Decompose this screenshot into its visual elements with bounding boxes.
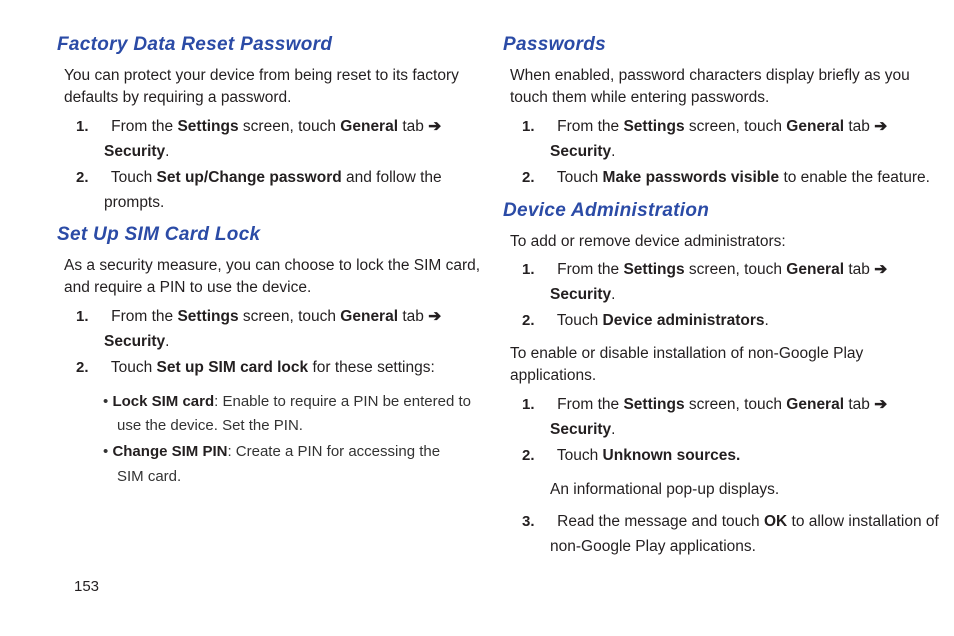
admin-intro: To add or remove device administrators:: [510, 233, 786, 250]
unknown-sources-term: Unknown sources.: [602, 447, 741, 464]
sim-step-2: [76, 356, 435, 380]
step-text: From the: [111, 308, 178, 325]
step-text: screen, touch: [684, 261, 787, 278]
step-number: 1.: [522, 396, 535, 413]
step-text: Touch: [110, 359, 157, 376]
section-title-sim-lock: Set Up SIM Card Lock: [57, 224, 261, 245]
sim-intro-line1: As a security measure, you can choose to lock the SIM card,: [64, 257, 481, 274]
factory-step-2: [76, 166, 442, 190]
step-text: From the: [557, 261, 624, 278]
general-term: General: [786, 118, 845, 135]
step-text: .: [165, 333, 170, 350]
admin-intro2-line1: To enable or disable installation of non-Google Play: [510, 345, 864, 362]
step-text: From the: [557, 118, 624, 135]
change-sim-pin-term: Change SIM PIN: [112, 443, 228, 460]
admin-step-5-line2: non-Google Play applications.: [550, 538, 756, 555]
device-administrators-term: Device administrators: [602, 312, 765, 329]
admin-step-1-line2: [550, 283, 615, 307]
general-term: General: [786, 261, 845, 278]
settings-term: Settings: [623, 396, 685, 413]
setup-sim-lock-term: Set up SIM card lock: [156, 359, 309, 376]
arrow-icon: ➔: [874, 118, 888, 135]
admin-step-3-line2: [550, 418, 615, 442]
security-term: Security: [550, 286, 612, 303]
step-number: 2.: [522, 312, 535, 329]
factory-step-2-line2: prompts.: [104, 194, 165, 211]
step-text: From the: [557, 396, 624, 413]
bullet-dot: •: [103, 443, 109, 460]
factory-step-1-line2: [104, 140, 169, 164]
passwords-step-1: [522, 115, 887, 139]
admin-step-5: [522, 510, 939, 534]
sim-intro-line2: and require a PIN to use the device.: [64, 279, 312, 296]
step-text: .: [611, 286, 616, 303]
bullet-text: : Enable to require a PIN be entered to: [214, 393, 471, 410]
step-text: tab: [844, 396, 875, 413]
step-text: .: [611, 143, 616, 160]
admin-step-1: [522, 258, 887, 282]
bullet-text: : Create a PIN for accessing the: [227, 443, 441, 460]
setup-change-password-term: Set up/Change password: [156, 169, 342, 186]
general-term: General: [340, 118, 399, 135]
step-text: tab: [398, 118, 429, 135]
step-text: to enable the feature.: [779, 169, 930, 186]
bullet-lock-sim-card: [103, 390, 471, 414]
settings-term: Settings: [623, 261, 685, 278]
step-text: Touch: [556, 447, 603, 464]
step-text: Touch: [556, 169, 603, 186]
step-text: to allow installation of: [787, 513, 939, 530]
step-number: 2.: [522, 447, 535, 464]
arrow-icon: ➔: [874, 396, 888, 413]
settings-term: Settings: [623, 118, 685, 135]
security-term: Security: [550, 143, 612, 160]
security-term: Security: [104, 143, 166, 160]
step-text: for these settings:: [308, 359, 435, 376]
step-text: Touch: [556, 312, 603, 329]
general-term: General: [786, 396, 845, 413]
bullet-lock-sim-card-line2: use the device. Set the PIN.: [117, 417, 303, 434]
step-text: From the: [111, 118, 178, 135]
make-passwords-visible-term: Make passwords visible: [602, 169, 780, 186]
admin-step-4: [522, 444, 740, 468]
passwords-step-2: [522, 166, 930, 190]
step-text: .: [764, 312, 769, 329]
ok-term: OK: [763, 513, 788, 530]
sim-step-1-line2: [104, 330, 169, 354]
step-text: screen, touch: [238, 308, 341, 325]
sim-step-1: [76, 305, 441, 329]
arrow-icon: ➔: [874, 261, 888, 278]
step-number: 2.: [522, 169, 535, 186]
passwords-step-1-line2: [550, 140, 615, 164]
admin-step-2: [522, 309, 769, 333]
bullet-change-sim-pin-line2: SIM card.: [117, 468, 182, 485]
arrow-icon: ➔: [428, 308, 442, 325]
step-text: screen, touch: [238, 118, 341, 135]
bullet-dot: •: [103, 393, 109, 410]
step-text: Touch: [110, 169, 157, 186]
section-title-passwords: Passwords: [503, 34, 607, 55]
factory-intro-line2: defaults by requiring a password.: [64, 89, 292, 106]
settings-term: Settings: [177, 308, 239, 325]
admin-step-3: [522, 393, 887, 417]
step-number: 2.: [76, 359, 89, 376]
step-text: and follow the: [341, 169, 442, 186]
arrow-icon: ➔: [428, 118, 442, 135]
passwords-intro-line1: When enabled, password characters display briefly as you: [510, 67, 910, 84]
settings-term: Settings: [177, 118, 239, 135]
step-text: .: [611, 421, 616, 438]
step-number: 1.: [522, 261, 535, 278]
general-term: General: [340, 308, 399, 325]
step-number: 1.: [76, 118, 89, 135]
step-number: 1.: [522, 118, 535, 135]
factory-intro-line1: You can protect your device from being reset to its factory: [64, 67, 459, 84]
admin-popup-note: An informational pop-up displays.: [550, 481, 780, 498]
page-number: 153: [74, 578, 100, 595]
step-text: tab: [844, 261, 875, 278]
step-text: Read the message and touch: [557, 513, 764, 530]
step-number: 2.: [76, 169, 89, 186]
security-term: Security: [104, 333, 166, 350]
factory-step-1: [76, 115, 441, 139]
section-title-device-admin: Device Administration: [503, 200, 710, 221]
step-number: 1.: [76, 308, 89, 325]
passwords-intro-line2: touch them while entering passwords.: [510, 89, 770, 106]
step-text: screen, touch: [684, 118, 787, 135]
lock-sim-card-term: Lock SIM card: [112, 393, 215, 410]
step-text: tab: [844, 118, 875, 135]
bullet-change-sim-pin: [103, 440, 440, 464]
section-title-factory-reset: Factory Data Reset Password: [57, 34, 333, 55]
admin-intro2-line2: applications.: [510, 367, 597, 384]
step-number: 3.: [522, 513, 535, 530]
security-term: Security: [550, 421, 612, 438]
step-text: screen, touch: [684, 396, 787, 413]
step-text: tab: [398, 308, 429, 325]
step-text: .: [165, 143, 170, 160]
